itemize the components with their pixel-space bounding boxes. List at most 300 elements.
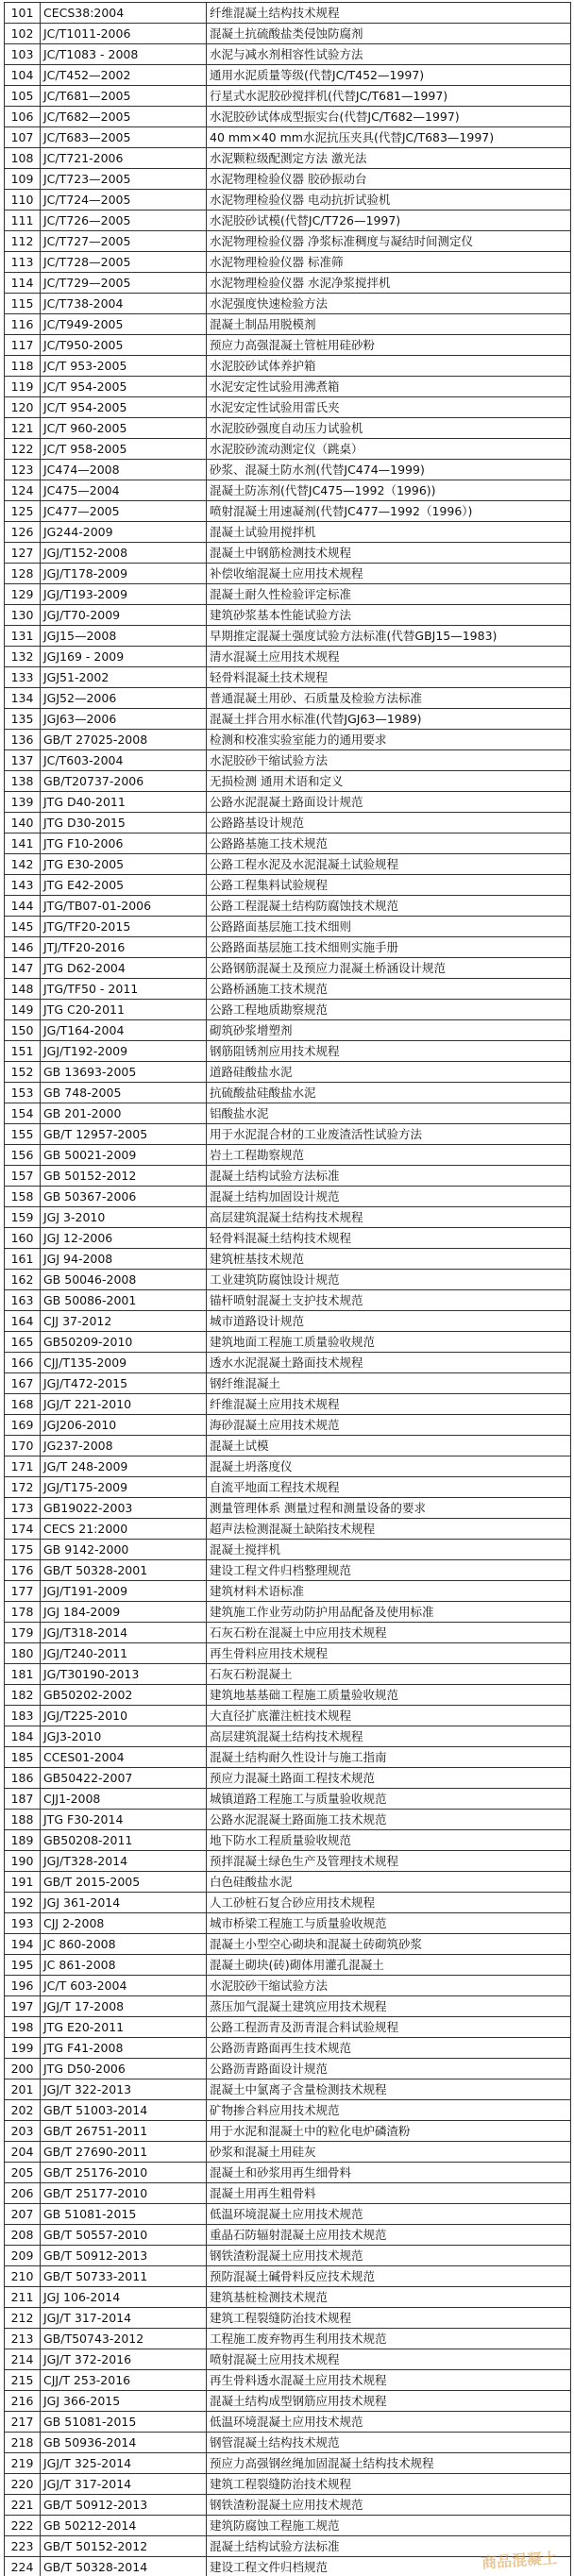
standard-name-cell: 砌筑砂浆增塑剂 [207, 1020, 571, 1041]
row-number-cell: 125 [5, 501, 41, 522]
row-number-cell: 167 [5, 1373, 41, 1394]
row-number-cell: 193 [5, 1913, 41, 1934]
row-number-cell: 223 [5, 2536, 41, 2557]
standard-name-cell: 混凝土中钢筋检测技术规程 [207, 543, 571, 564]
standard-name-cell: 工业建筑防腐蚀设计规范 [207, 1270, 571, 1290]
standard-code-cell: JC/T682—2005 [41, 107, 207, 127]
standard-code-cell: JC/T729—2005 [41, 273, 207, 294]
standard-code-cell: JTG C20-2011 [41, 1000, 207, 1020]
row-number-cell: 143 [5, 875, 41, 896]
standard-code-cell: GB/T 51003-2014 [41, 2100, 207, 2121]
row-number-cell: 134 [5, 688, 41, 709]
standard-name-cell: 公路路基施工技术规范 [207, 833, 571, 854]
standard-code-cell: JC/T723—2005 [41, 169, 207, 190]
table-row [5, 2163, 571, 2183]
table-row [5, 397, 571, 418]
row-number-cell: 152 [5, 1062, 41, 1083]
standard-code-cell: GB50422-2007 [41, 1768, 207, 1789]
table-row [5, 1103, 571, 1124]
standard-code-cell: JC/T738-2004 [41, 294, 207, 314]
standard-name-cell: 预应力高强钢丝绳加固混凝土结构技术规程 [207, 2453, 571, 2474]
standard-name-cell: 预应力高强混凝土管桩用硅砂粉 [207, 335, 571, 356]
table-row [5, 1934, 571, 1955]
row-number-cell: 196 [5, 1976, 41, 1996]
standard-name-cell: 混凝土防冻剂(代替JC475—1992（1996)) [207, 480, 571, 501]
table-row [5, 3, 571, 24]
standard-name-cell: 预应力混凝土路面工程技术规范 [207, 1768, 571, 1789]
standard-name-cell: 40 mm×40 mm水泥抗压夹具(代替JC/T683—1997) [207, 127, 571, 148]
row-number-cell: 131 [5, 626, 41, 647]
standard-code-cell: GB50209-2010 [41, 1332, 207, 1353]
table-row [5, 730, 571, 750]
table-row [5, 626, 571, 647]
standard-name-cell: 建筑工程裂缝防治技术规程 [207, 2474, 571, 2495]
table-row [5, 294, 571, 314]
row-number-cell: 187 [5, 1789, 41, 1810]
standard-name-cell: 早期推定混凝土强度试验方法标准(代替GBJ15—1983) [207, 626, 571, 647]
row-number-cell: 112 [5, 231, 41, 252]
standards-table-body [5, 3, 571, 2576]
standard-name-cell: 公路水泥混凝土路面施工技术规范 [207, 1810, 571, 1830]
standard-code-cell: GB/T 50328-2014 [41, 2557, 207, 2576]
row-number-cell: 142 [5, 854, 41, 875]
table-row [5, 314, 571, 335]
row-number-cell: 107 [5, 127, 41, 148]
table-row [5, 2329, 571, 2349]
standard-code-cell: JC477—2005 [41, 501, 207, 522]
standard-name-cell: 钢纤维混凝土 [207, 1373, 571, 1394]
table-row [5, 127, 571, 148]
standard-code-cell: JGJ/T192-2009 [41, 1041, 207, 1062]
standard-code-cell: JGJ/T240-2011 [41, 1643, 207, 1664]
standard-code-cell: JC/T950-2005 [41, 335, 207, 356]
standard-code-cell: JC/T 958-2005 [41, 439, 207, 460]
standard-code-cell: GB/T 2015-2005 [41, 1872, 207, 1893]
standard-code-cell: CJJ 2-2008 [41, 1913, 207, 1934]
standard-name-cell: 透水水泥混凝土路面技术规程 [207, 1353, 571, 1373]
standard-code-cell: JGJ/T152-2008 [41, 543, 207, 564]
row-number-cell: 128 [5, 564, 41, 584]
table-row [5, 1664, 571, 1685]
standard-code-cell: JTG/TF50 - 2011 [41, 979, 207, 1000]
table-row [5, 543, 571, 564]
table-row [5, 667, 571, 688]
standard-code-cell: JGJ/T178-2009 [41, 564, 207, 584]
table-row [5, 2453, 571, 2474]
row-number-cell: 105 [5, 86, 41, 107]
row-number-cell: 138 [5, 771, 41, 792]
standard-name-cell: 清水混凝土应用技术规程 [207, 647, 571, 667]
standard-name-cell: 公路路面基层施工技术细则 [207, 917, 571, 937]
standard-name-cell: 水泥胶砂试体养护箱 [207, 356, 571, 377]
row-number-cell: 166 [5, 1353, 41, 1373]
standard-name-cell: 水泥颗粒级配测定方法 激光法 [207, 148, 571, 169]
standard-name-cell: 混凝土中氯离子含量检测技术规程 [207, 2079, 571, 2100]
row-number-cell: 140 [5, 813, 41, 833]
row-number-cell: 185 [5, 1747, 41, 1768]
standard-code-cell: JGJ/T193-2009 [41, 584, 207, 605]
standard-name-cell: 道路硅酸盐水泥 [207, 1062, 571, 1083]
table-row [5, 1519, 571, 1540]
row-number-cell: 224 [5, 2557, 41, 2576]
standard-code-cell: GB/T 50733-2011 [41, 2266, 207, 2287]
table-row [5, 1623, 571, 1643]
standard-code-cell: GB 50046-2008 [41, 1270, 207, 1290]
table-row [5, 1228, 571, 1249]
table-row [5, 2557, 571, 2576]
row-number-cell: 208 [5, 2225, 41, 2246]
table-row [5, 1270, 571, 1290]
standard-code-cell: GB 748-2005 [41, 1083, 207, 1103]
standard-code-cell: JC/T 954-2005 [41, 397, 207, 418]
standard-code-cell: JGJ 361-2014 [41, 1893, 207, 1913]
standard-name-cell: 钢铁渣粉混凝土应用技术规范 [207, 2246, 571, 2266]
standard-name-cell: 再生骨料透水混凝土应用技术规程 [207, 2370, 571, 2391]
standard-name-cell: 测量管理体系 测量过程和测量设备的要求 [207, 1498, 571, 1519]
standard-code-cell: GB 201-2000 [41, 1103, 207, 1124]
standard-name-cell: 建筑地基基础工程施工质量验收规范 [207, 1685, 571, 1706]
standard-code-cell: JC/T1011-2006 [41, 24, 207, 44]
standard-code-cell: CJJ1-2008 [41, 1789, 207, 1810]
row-number-cell: 214 [5, 2349, 41, 2370]
standard-name-cell: 建筑砂浆基本性能试验方法 [207, 605, 571, 626]
row-number-cell: 219 [5, 2453, 41, 2474]
table-row [5, 1394, 571, 1415]
row-number-cell: 149 [5, 1000, 41, 1020]
table-row [5, 792, 571, 813]
table-row [5, 2100, 571, 2121]
row-number-cell: 173 [5, 1498, 41, 1519]
standard-code-cell: JGJ/T175-2009 [41, 1477, 207, 1498]
table-row [5, 1768, 571, 1789]
table-row [5, 1851, 571, 1872]
row-number-cell: 179 [5, 1623, 41, 1643]
row-number-cell: 182 [5, 1685, 41, 1706]
table-row [5, 1540, 571, 1560]
table-row [5, 584, 571, 605]
standard-code-cell: JGJ/T70-2009 [41, 605, 207, 626]
standard-name-cell: 石灰石粉混凝土 [207, 1664, 571, 1685]
standard-code-cell: JC/T452—2002 [41, 65, 207, 86]
standard-name-cell: 建筑地面工程施工质量验收规范 [207, 1332, 571, 1353]
standard-code-cell: JGJ/T472-2015 [41, 1373, 207, 1394]
standard-name-cell: 水泥胶砂干缩试验方法 [207, 1976, 571, 1996]
standard-name-cell: 砂浆、混凝土防水剂(代替JC474—1999) [207, 460, 571, 480]
standard-name-cell: 混凝土试验用搅拌机 [207, 522, 571, 543]
row-number-cell: 194 [5, 1934, 41, 1955]
table-row [5, 1436, 571, 1456]
row-number-cell: 121 [5, 418, 41, 439]
standard-code-cell: JC 860-2008 [41, 1934, 207, 1955]
standard-name-cell: 混凝土耐久性检验评定标准 [207, 584, 571, 605]
standard-name-cell: 蒸压加气混凝土建筑应用技术规程 [207, 1996, 571, 2017]
standard-code-cell: GB/T 25177-2010 [41, 2183, 207, 2204]
row-number-cell: 170 [5, 1436, 41, 1456]
standard-name-cell: 水泥胶砂试模(代替JC/T726—1997) [207, 210, 571, 231]
row-number-cell: 133 [5, 667, 41, 688]
standard-code-cell: CCES01-2004 [41, 1747, 207, 1768]
table-row [5, 2204, 571, 2225]
table-row [5, 1477, 571, 1498]
row-number-cell: 155 [5, 1124, 41, 1145]
row-number-cell: 168 [5, 1394, 41, 1415]
standard-name-cell: 无损检测 通用术语和定义 [207, 771, 571, 792]
standard-code-cell: JG/T30190-2013 [41, 1664, 207, 1685]
table-row [5, 2246, 571, 2266]
standard-name-cell: 低温环境混凝土应用技术规范 [207, 2204, 571, 2225]
standard-name-cell: 混凝土试模 [207, 1436, 571, 1456]
row-number-cell: 201 [5, 2079, 41, 2100]
row-number-cell: 151 [5, 1041, 41, 1062]
row-number-cell: 132 [5, 647, 41, 667]
standard-code-cell: GB 50152-2012 [41, 1166, 207, 1187]
row-number-cell: 212 [5, 2308, 41, 2329]
standard-name-cell: 锚杆喷射混凝土支护技术规范 [207, 1290, 571, 1311]
watermark-logo: 商品混凝土 [481, 2549, 558, 2572]
standard-code-cell: GB19022-2003 [41, 1498, 207, 1519]
row-number-cell: 126 [5, 522, 41, 543]
standard-name-cell: 工程施工废弃物再生利用技术规范 [207, 2329, 571, 2349]
standard-name-cell: 通用水泥质量等级(代替JC/T452—1997) [207, 65, 571, 86]
table-row [5, 564, 571, 584]
standard-code-cell: JGJ3-2010 [41, 1726, 207, 1747]
standard-code-cell: JC/T 954-2005 [41, 377, 207, 397]
standard-code-cell: JGJ51-2002 [41, 667, 207, 688]
standard-code-cell: JGJ169 - 2009 [41, 647, 207, 667]
standard-name-cell: 混凝土结构试验方法标准 [207, 2536, 571, 2557]
standard-code-cell: GB 9142-2000 [41, 1540, 207, 1560]
table-row [5, 771, 571, 792]
standard-code-cell: GB 50086-2001 [41, 1290, 207, 1311]
standard-code-cell: JGJ 3-2010 [41, 1207, 207, 1228]
table-row [5, 1810, 571, 1830]
standard-name-cell: 普通混凝土用砂、石质量及检验方法标准 [207, 688, 571, 709]
row-number-cell: 129 [5, 584, 41, 605]
table-row [5, 2349, 571, 2370]
row-number-cell: 184 [5, 1726, 41, 1747]
standard-name-cell: 建筑桩基技术规范 [207, 1249, 571, 1270]
standard-code-cell: JGJ/T 17-2008 [41, 1996, 207, 2017]
table-row [5, 1415, 571, 1436]
row-number-cell: 209 [5, 2246, 41, 2266]
standard-code-cell: JC/T 960-2005 [41, 418, 207, 439]
table-row [5, 1976, 571, 1996]
row-number-cell: 113 [5, 252, 41, 273]
standard-name-cell: 混凝土结构试验方法标准 [207, 1166, 571, 1187]
table-row [5, 958, 571, 979]
standard-name-cell: 水泥物理检验仪器 电动抗折试验机 [207, 190, 571, 210]
table-row [5, 148, 571, 169]
table-row [5, 1020, 571, 1041]
row-number-cell: 136 [5, 730, 41, 750]
standard-name-cell: 用于水泥混合材的工业废渣活性试验方法 [207, 1124, 571, 1145]
standard-name-cell: 水泥安定性试验用雷氏夹 [207, 397, 571, 418]
standard-code-cell: JGJ/T 317-2014 [41, 2308, 207, 2329]
table-row [5, 1789, 571, 1810]
standard-name-cell: 水泥胶砂试体成型振实台(代替JC/T682—1997) [207, 107, 571, 127]
standard-code-cell: JTG D40-2011 [41, 792, 207, 813]
standard-name-cell: 水泥物理检验仪器 水泥净浆搅拌机 [207, 273, 571, 294]
standard-name-cell: 自流平地面工程技术规程 [207, 1477, 571, 1498]
standard-name-cell: 公路水泥混凝土路面设计规范 [207, 792, 571, 813]
table-row [5, 833, 571, 854]
row-number-cell: 176 [5, 1560, 41, 1581]
table-row [5, 2433, 571, 2453]
row-number-cell: 130 [5, 605, 41, 626]
row-number-cell: 169 [5, 1415, 41, 1436]
standard-code-cell: JTG F41-2008 [41, 2038, 207, 2059]
standard-name-cell: 混凝土和砂浆用再生细骨料 [207, 2163, 571, 2183]
row-number-cell: 199 [5, 2038, 41, 2059]
standard-code-cell: JC/T 953-2005 [41, 356, 207, 377]
standard-name-cell: 白色硅酸盐水泥 [207, 1872, 571, 1893]
standard-name-cell: 补偿收缩混凝土应用技术规程 [207, 564, 571, 584]
standard-name-cell: 水泥物理检验仪器 净浆标准稠度与凝结时间测定仪 [207, 231, 571, 252]
standard-name-cell: 水泥与减水剂相容性试验方法 [207, 44, 571, 65]
table-row [5, 1207, 571, 1228]
table-row [5, 377, 571, 397]
standard-name-cell: 钢筋阻锈剂应用技术规程 [207, 1041, 571, 1062]
row-number-cell: 202 [5, 2100, 41, 2121]
table-row [5, 1083, 571, 1103]
standard-code-cell: GB/T 27690-2011 [41, 2142, 207, 2163]
standard-name-cell: 公路路基设计规范 [207, 813, 571, 833]
standard-code-cell: JC/T683—2005 [41, 127, 207, 148]
table-row [5, 979, 571, 1000]
table-row [5, 1498, 571, 1519]
standard-code-cell: GB 13693-2005 [41, 1062, 207, 1083]
row-number-cell: 163 [5, 1290, 41, 1311]
standard-name-cell: 混凝土砌块(砖)砌体用灌孔混凝土 [207, 1955, 571, 1976]
standard-name-cell: 公路工程水泥及水泥混凝土试验规程 [207, 854, 571, 875]
row-number-cell: 106 [5, 107, 41, 127]
row-number-cell: 160 [5, 1228, 41, 1249]
table-row [5, 2059, 571, 2079]
row-number-cell: 145 [5, 917, 41, 937]
row-number-cell: 158 [5, 1187, 41, 1207]
standard-code-cell: JGJ 184-2009 [41, 1602, 207, 1623]
standards-table [4, 2, 571, 2576]
standard-name-cell: 轻骨料混凝土结构技术规程 [207, 1228, 571, 1249]
standard-code-cell: GB/T50743-2012 [41, 2329, 207, 2349]
table-row [5, 439, 571, 460]
row-number-cell: 206 [5, 2183, 41, 2204]
row-number-cell: 190 [5, 1851, 41, 1872]
row-number-cell: 174 [5, 1519, 41, 1540]
standard-name-cell: 混凝土坍落度仪 [207, 1456, 571, 1477]
row-number-cell: 175 [5, 1540, 41, 1560]
table-row [5, 2474, 571, 2495]
standard-code-cell: GB/T 50328-2001 [41, 1560, 207, 1581]
row-number-cell: 103 [5, 44, 41, 65]
standard-name-cell: 公路工程沥青及沥青混合料试验规程 [207, 2017, 571, 2038]
standard-code-cell: JC/T726—2005 [41, 210, 207, 231]
standard-name-cell: 公路工程混凝土结构防腐蚀技术规范 [207, 896, 571, 917]
standard-code-cell: GB50202-2002 [41, 1685, 207, 1706]
row-number-cell: 205 [5, 2163, 41, 2183]
standard-name-cell: 混凝土制品用脱模剂 [207, 314, 571, 335]
table-row [5, 2142, 571, 2163]
standard-name-cell: 混凝土用再生粗骨料 [207, 2183, 571, 2204]
table-row [5, 1456, 571, 1477]
table-row [5, 2017, 571, 2038]
row-number-cell: 213 [5, 2329, 41, 2349]
standard-code-cell: GB/T 50152-2012 [41, 2536, 207, 2557]
standard-code-cell: JC/T1083 - 2008 [41, 44, 207, 65]
table-row [5, 1124, 571, 1145]
table-row [5, 522, 571, 543]
standard-name-cell: 砂浆和混凝土用硅灰 [207, 2142, 571, 2163]
standard-code-cell: JTG D30-2015 [41, 813, 207, 833]
standard-code-cell: JG237-2008 [41, 1436, 207, 1456]
row-number-cell: 137 [5, 750, 41, 771]
standard-code-cell: GB 51081-2015 [41, 2412, 207, 2433]
standard-code-cell: GB 50367-2006 [41, 1187, 207, 1207]
table-row [5, 190, 571, 210]
row-number-cell: 165 [5, 1332, 41, 1353]
standard-name-cell: 公路工程地质勘察规范 [207, 1000, 571, 1020]
table-row [5, 1166, 571, 1187]
standard-name-cell: 用于水泥和混凝土中的粒化电炉磷渣粉 [207, 2121, 571, 2142]
standard-code-cell: JTG/TF20-2015 [41, 917, 207, 937]
standard-code-cell: GB 50212-2014 [41, 2516, 207, 2536]
row-number-cell: 122 [5, 439, 41, 460]
standard-code-cell: JC/T727—2005 [41, 231, 207, 252]
row-number-cell: 161 [5, 1249, 41, 1270]
table-row [5, 1996, 571, 2017]
standard-code-cell: CJJ 37-2012 [41, 1311, 207, 1332]
standard-name-cell: 行星式水泥胶砂搅拌机(代替JC/T681—1997) [207, 86, 571, 107]
standard-name-cell: 石灰石粉在混凝土中应用技术规程 [207, 1623, 571, 1643]
table-row [5, 709, 571, 730]
standard-code-cell: JG/T 248-2009 [41, 1456, 207, 1477]
row-number-cell: 157 [5, 1166, 41, 1187]
standard-name-cell: 水泥安定性试验用沸煮箱 [207, 377, 571, 397]
row-number-cell: 220 [5, 2474, 41, 2495]
standard-name-cell: 预拌混凝土绿色生产及管理技术规程 [207, 1851, 571, 1872]
table-row [5, 210, 571, 231]
table-row [5, 1249, 571, 1270]
table-row [5, 1747, 571, 1768]
standard-code-cell: GB/T 50912-2013 [41, 2495, 207, 2516]
standard-name-cell: 水泥胶砂强度自动压力试验机 [207, 418, 571, 439]
row-number-cell: 186 [5, 1768, 41, 1789]
table-row [5, 1062, 571, 1083]
standard-name-cell: 混凝土小型空心砌块和混凝土砖砌筑砂浆 [207, 1934, 571, 1955]
table-row [5, 501, 571, 522]
row-number-cell: 221 [5, 2495, 41, 2516]
row-number-cell: 183 [5, 1706, 41, 1726]
table-row [5, 273, 571, 294]
standard-code-cell: JTG F10-2006 [41, 833, 207, 854]
row-number-cell: 156 [5, 1145, 41, 1166]
standard-code-cell: JTG D50-2006 [41, 2059, 207, 2079]
table-row [5, 44, 571, 65]
row-number-cell: 116 [5, 314, 41, 335]
standard-code-cell: JC/T 603-2004 [41, 1976, 207, 1996]
standard-name-cell: 城市道路设计规范 [207, 1311, 571, 1332]
standard-code-cell: JTG D62-2004 [41, 958, 207, 979]
table-row [5, 418, 571, 439]
row-number-cell: 204 [5, 2142, 41, 2163]
standard-name-cell: 人工砂桩石复合砂应用技术规程 [207, 1893, 571, 1913]
standard-name-cell: 建筑施工作业劳动防护用品配备及使用标准 [207, 1602, 571, 1623]
row-number-cell: 222 [5, 2516, 41, 2536]
standard-code-cell: JGJ52—2006 [41, 688, 207, 709]
table-row [5, 480, 571, 501]
row-number-cell: 147 [5, 958, 41, 979]
row-number-cell: 148 [5, 979, 41, 1000]
